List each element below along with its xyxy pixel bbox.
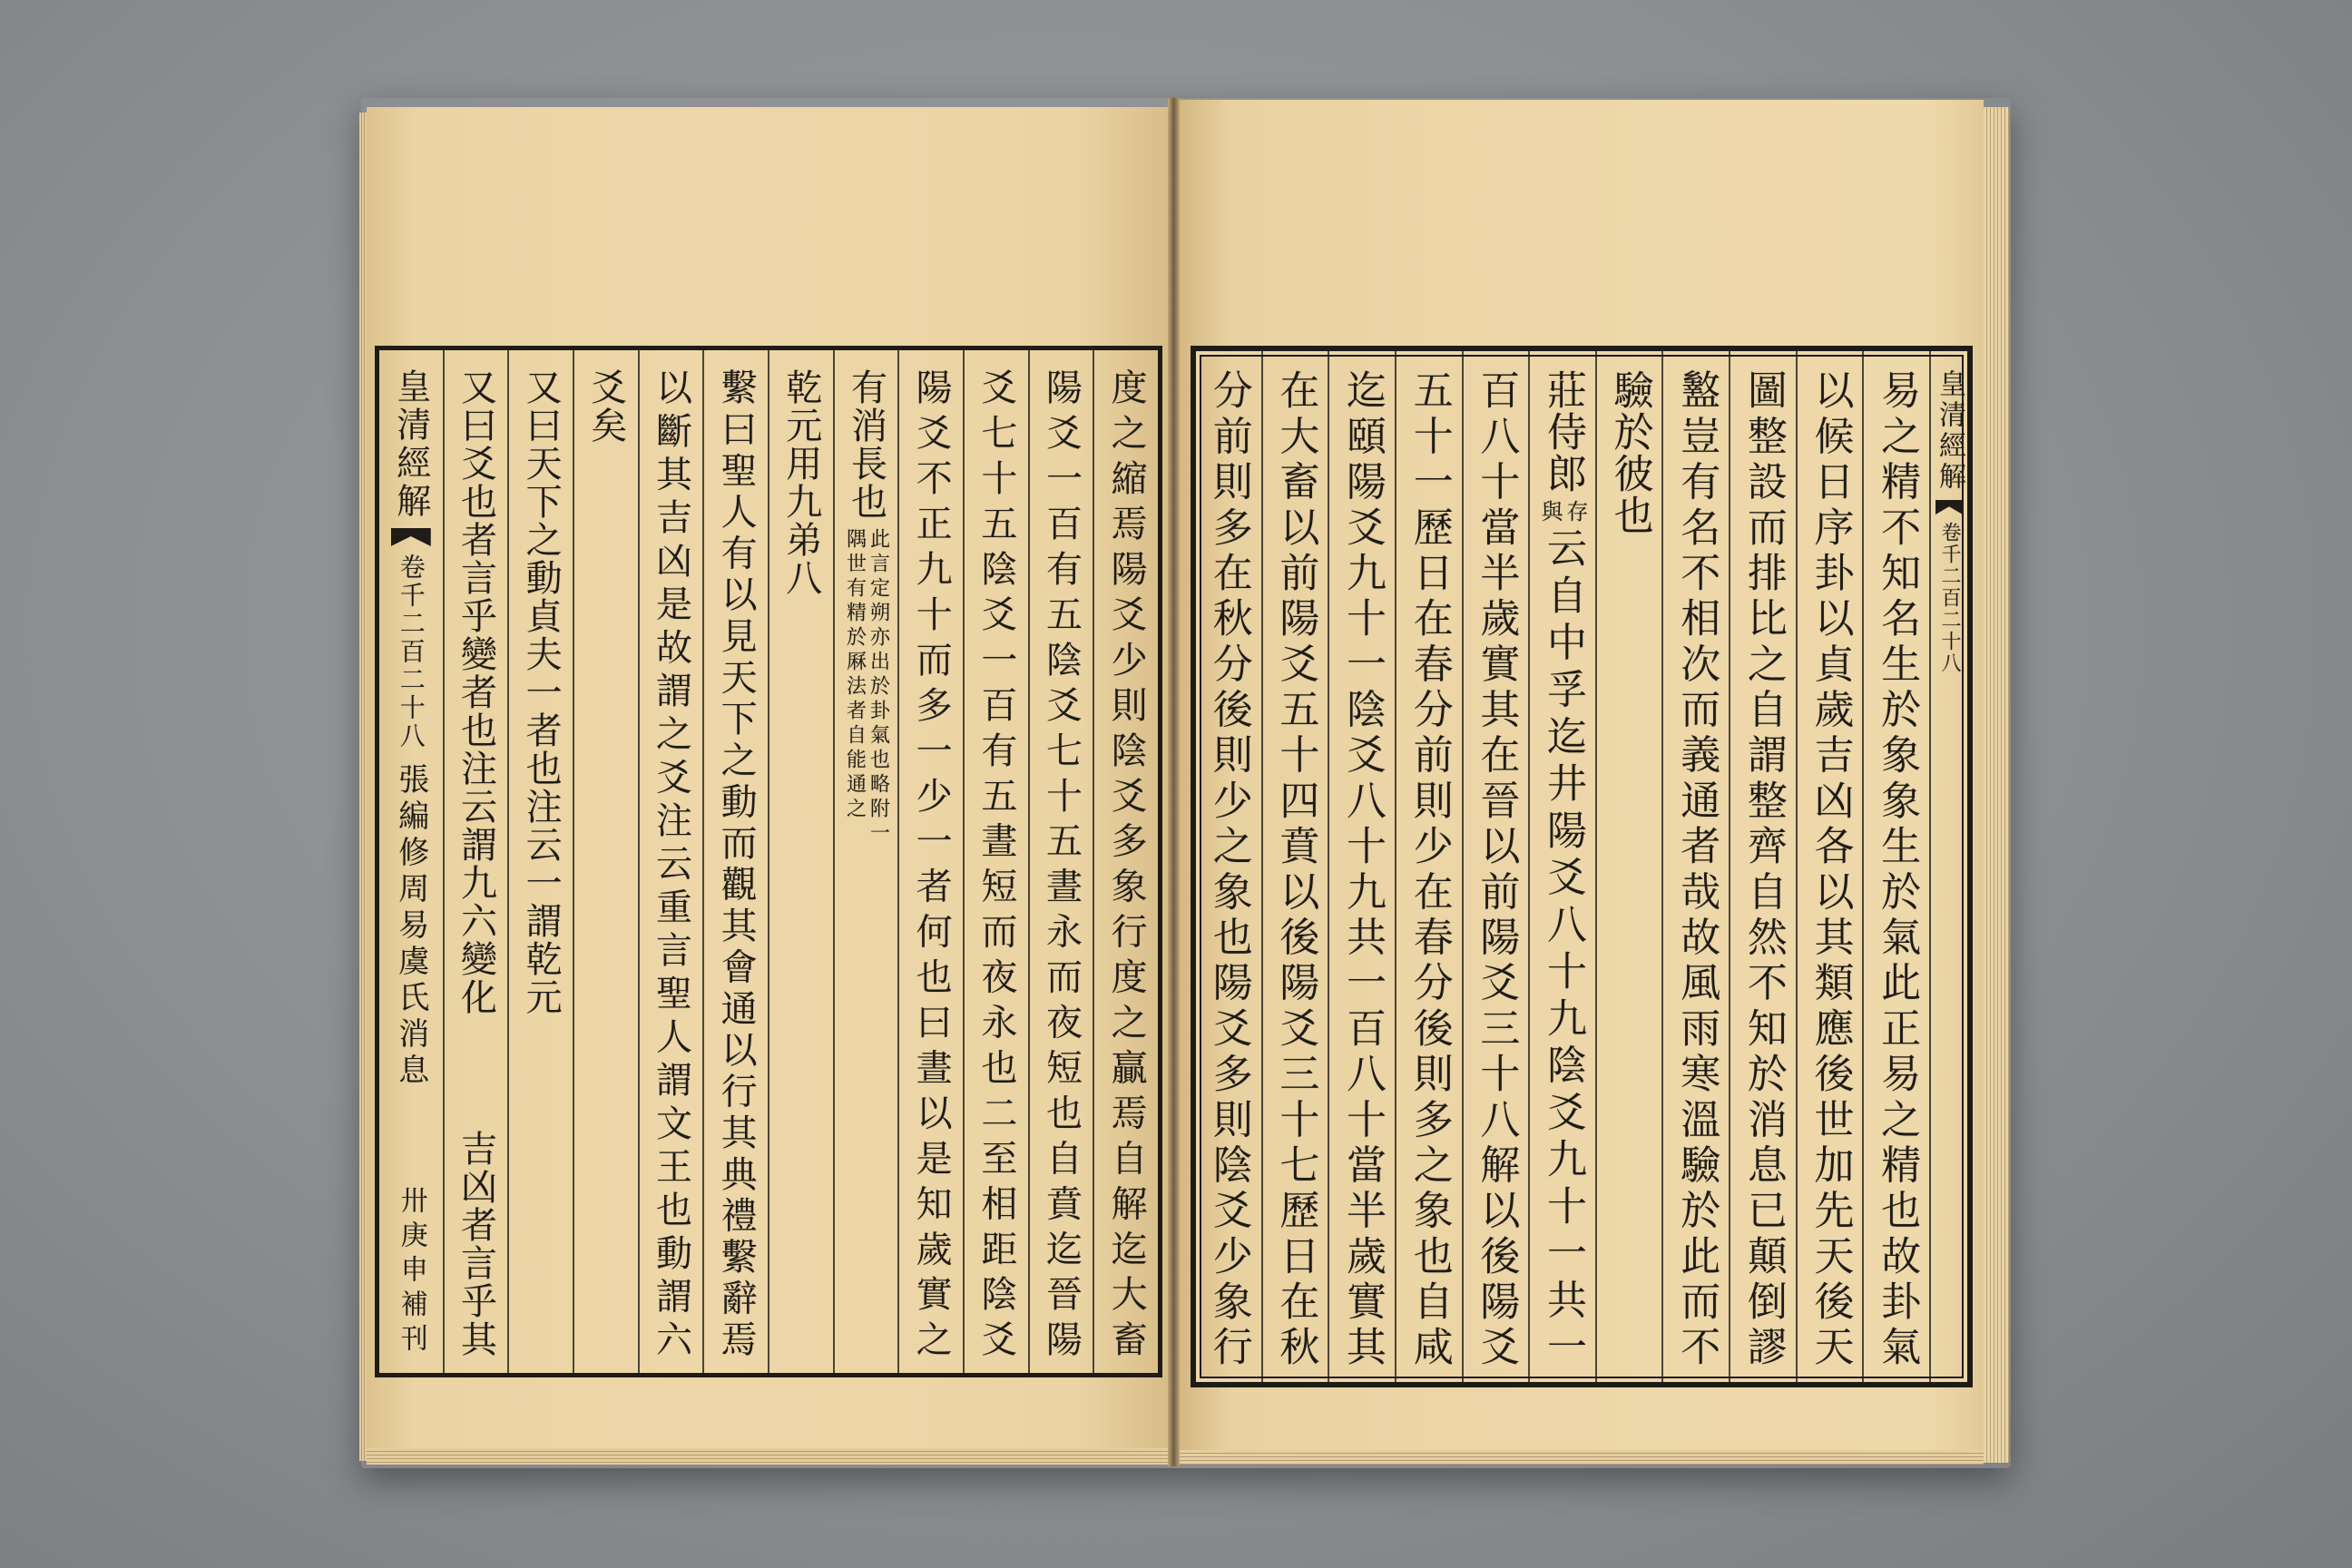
note-left-line: 隅世有精於厤法者自能通之	[843, 528, 867, 822]
interlinear-note	[843, 528, 890, 847]
text-column	[1729, 351, 1796, 1382]
right-page-bottom-stack	[1180, 1450, 1984, 1465]
column-text: 又曰爻也者言乎變者也注云謂九六變化	[455, 368, 497, 1016]
column-text: 陽爻不正九十而多一少一者何也曰晝以是知歲實之	[910, 368, 953, 1358]
text-column-with-note	[1528, 351, 1595, 1382]
column-text: 爻七十五陰爻一百有五晝短而夜永也二至相距陰爻	[975, 368, 1017, 1358]
column-text: 迄頤陽爻九十一陰爻八十九共一百八十當半歲實其	[1339, 369, 1387, 1367]
text-column	[1093, 350, 1158, 1373]
column-text-continuation: 吉凶者言乎其	[455, 1130, 497, 1358]
text-column	[963, 350, 1028, 1373]
right-page-edge-stack	[1984, 107, 2009, 1463]
edition-note: 庚申補刊	[395, 1220, 427, 1358]
left-page-bottom-stack	[367, 1448, 1169, 1465]
text-column	[897, 350, 963, 1373]
column-text: 五十一歷日在春分前則少在春分後則多之象也自咸	[1406, 369, 1453, 1367]
text-column	[768, 350, 833, 1373]
collection-title: 皇清經解	[1934, 369, 1965, 493]
column-text: 分前則多在秋分後則少之象也陽爻多則陰爻少象行	[1205, 369, 1252, 1367]
banxin-fold-column	[1929, 351, 1967, 1382]
fish-tail-mark-icon	[1936, 500, 1963, 514]
column-text: 易之精不知名生於象象生於氣此正易之精也故卦氣	[1874, 369, 1921, 1367]
column-text: 驗於彼也	[1606, 369, 1653, 536]
text-column	[1661, 351, 1729, 1382]
banxin-fold-column	[379, 350, 443, 1373]
column-text: 陽爻一百有五陰爻七十五晝永而夜短也自賁迄晉陽	[1040, 368, 1083, 1358]
text-column	[443, 350, 508, 1373]
text-column	[1796, 351, 1863, 1382]
text-column	[1328, 351, 1395, 1382]
text-column	[1028, 350, 1093, 1373]
note-left-line: 與	[1536, 500, 1563, 522]
column-text: 有消長也	[845, 368, 887, 521]
text-column-with-note	[833, 350, 898, 1373]
text-column	[1595, 351, 1662, 1382]
column-text: 以候日序卦以貞歲吉凶各以其類應後世加先天後天	[1807, 369, 1854, 1367]
column-text-continuation: 云自中孚迄井陽爻八十九陰爻九十一共一	[1539, 527, 1586, 1367]
column-text: 百八十當半歲實其在晉以前陽爻三十八解以後陽爻	[1473, 369, 1520, 1367]
right-page-text-frame	[1191, 346, 1973, 1387]
juan-number: 卷千二百二十八	[1938, 522, 1961, 674]
text-column	[1196, 351, 1261, 1382]
leaf-number: 卅	[395, 1186, 427, 1213]
note-right-line: 此言定朔亦出於卦氣也略附一	[867, 528, 890, 847]
column-text: 盭豈有名不相次而義通者哉故風雨寒溫驗於此而不	[1673, 369, 1720, 1367]
text-column	[702, 350, 768, 1373]
text-column	[573, 350, 638, 1373]
collection-title: 皇清經解	[390, 368, 431, 521]
interlinear-note	[1536, 500, 1588, 522]
note-right-line: 存	[1562, 500, 1588, 522]
column-text: 在大畜以前陽爻五十四賁以後陽爻三十七歷日在秋	[1272, 369, 1319, 1367]
text-column	[1862, 351, 1929, 1382]
text-column	[507, 350, 573, 1373]
juan-number: 卷千二百二十八	[396, 554, 426, 750]
column-text: 爻矣	[584, 368, 627, 445]
text-column	[1261, 351, 1328, 1382]
section-heading: 乾元用九弟八	[779, 368, 822, 597]
column-text: 又曰天下之動貞夫一者也注云一謂乾元	[520, 368, 563, 1016]
text-column	[1462, 351, 1529, 1382]
column-text: 以斷其吉凶是故謂之爻注云重言聖人謂文王也動謂六	[650, 368, 692, 1358]
column-text: 度之縮焉陽爻少則陰爻多象行度之贏焉自解迄大畜	[1105, 368, 1148, 1358]
text-column	[1395, 351, 1462, 1382]
column-text: 莊侍郎	[1539, 369, 1586, 495]
left-page-text-frame	[375, 346, 1162, 1377]
book-spine	[1168, 98, 1180, 1466]
text-column	[638, 350, 703, 1373]
column-text: 圖整設而排比之自謂整齊自然不知於消息已顛倒謬	[1740, 369, 1787, 1367]
column-text: 繫曰聖人有以見天下之動而觀其會通以行其典禮繫辭焉	[715, 368, 758, 1358]
work-title: 張編修周易虞氏消息	[392, 763, 429, 1090]
fish-tail-mark-icon	[391, 528, 431, 546]
